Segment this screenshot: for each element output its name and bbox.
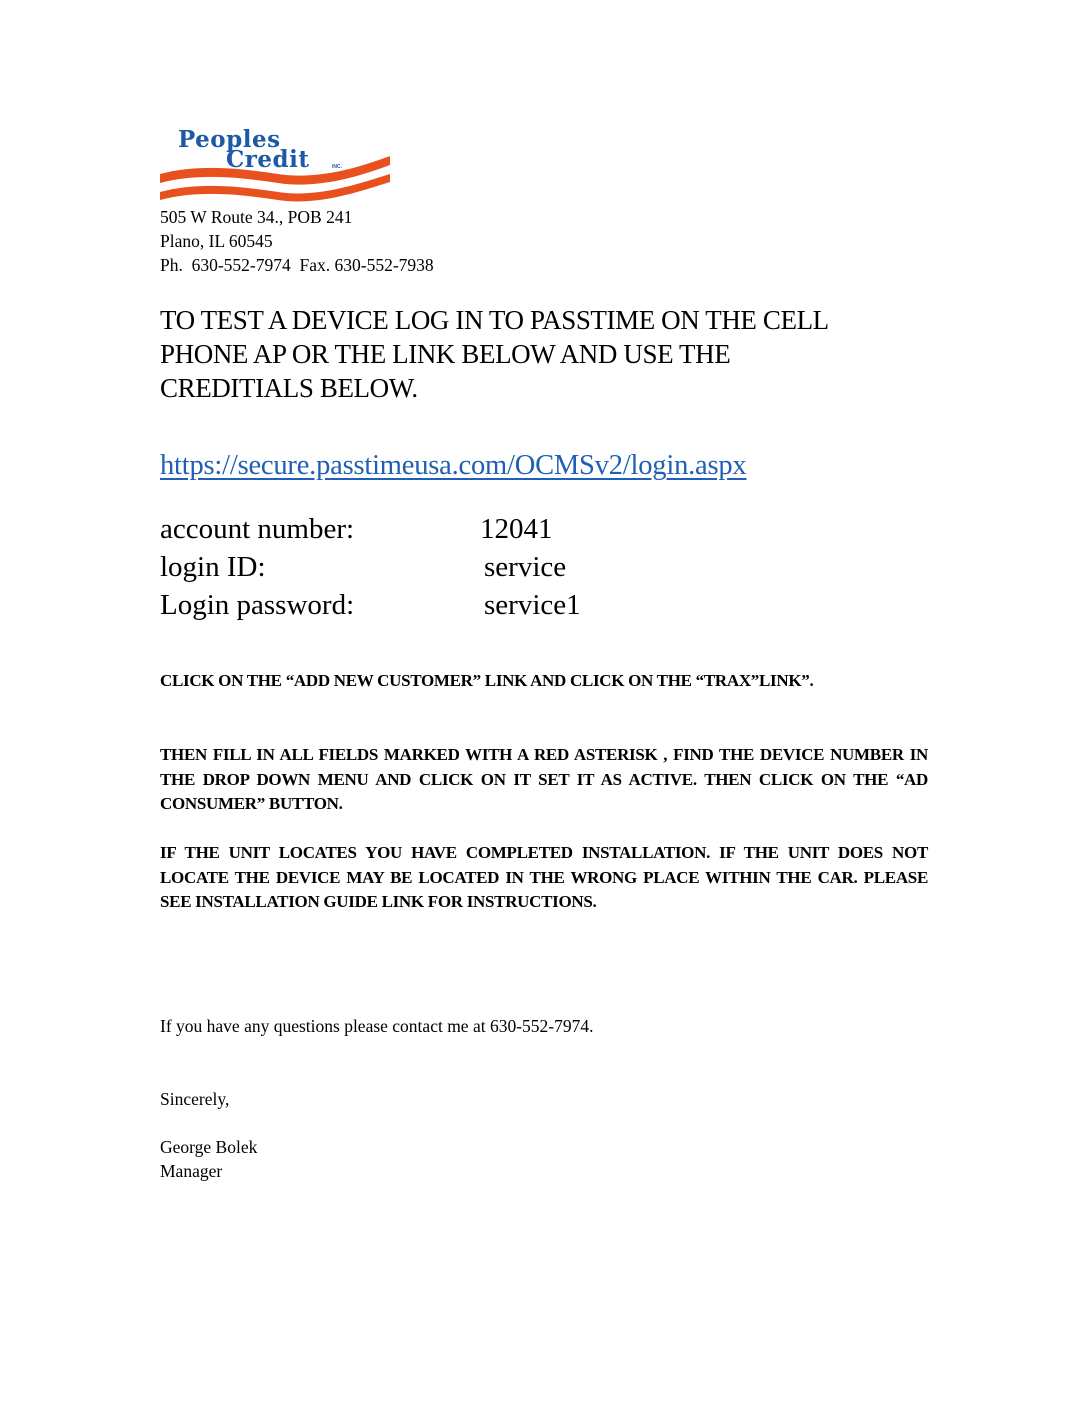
credential-value: service1	[484, 589, 581, 621]
company-logo	[158, 124, 394, 208]
address-phone-fax: Ph. 630-552-7974 Fax. 630-552-7938	[160, 255, 434, 275]
address-line-2: Plano, IL 60545	[160, 231, 273, 251]
credential-value: 12041	[480, 513, 553, 545]
text-run: ” LINK AND CLICK ON THE	[472, 671, 696, 690]
signoff: Sincerely,	[160, 1089, 230, 1109]
address-line-1: 505 W Route 34., POB 241	[160, 207, 353, 227]
logo-peoples: Peoples	[178, 126, 281, 153]
passtime-login-link[interactable]: https://secure.passtimeusa.com/OCMSv2/login.aspx	[160, 450, 747, 481]
text-run: CLICK ON THE	[160, 671, 286, 690]
heading-line: CREDITIALS BELOW.	[160, 373, 418, 403]
instruction-paragraph-3: IF THE UNIT LOCATES YOU HAVE COMPLETED INSTALLATION. IF THE UNIT DOES NOT LOCATE THE DEVICE MAY BE LOCATED IN THE WRONG PLACE WITHIN THE CAR. PLEASE SEE INSTALLATION GUIDE LINK FOR INSTRUCTIONS.	[160, 843, 928, 911]
text-run: ”.	[801, 671, 814, 690]
instruction-paragraph-2	[160, 743, 928, 817]
text-run: THEN FILL IN ALL FIELDS MARKED WITH A	[160, 745, 534, 764]
emphasis-add-new-customer: “ADD NEW CUSTOMER	[285, 671, 473, 690]
signer-title: Manager	[160, 1161, 223, 1181]
text-run: ” BUTTON.	[256, 794, 343, 813]
emphasis-trax-link: “TRAX”LINK	[695, 671, 802, 690]
logo-inc: INC.	[332, 164, 342, 170]
page-heading	[160, 303, 940, 405]
contact-line: If you have any questions please contact me at 630-552-7974.	[160, 1016, 594, 1036]
heading-line: PHONE AP OR THE LINK BELOW AND USE THE	[160, 339, 731, 369]
instruction-paragraph-1	[160, 669, 928, 694]
credential-value: service	[484, 551, 567, 583]
company-address	[160, 205, 434, 277]
logo-credit: Credit	[226, 146, 310, 173]
credential-label: Login password:	[160, 589, 355, 621]
text-run: , FIND THE DEVICE NUMBER IN THE DROP DOWN MENU AND CLICK ON IT SET IT AS ACTIVE. THEN CLICK ON THE	[160, 745, 928, 789]
signer-name: George Bolek	[160, 1137, 258, 1157]
credential-label: login ID:	[160, 551, 266, 583]
credential-label: account number:	[160, 513, 355, 545]
emphasis-red-asterisk: RED ASTERISK	[533, 745, 658, 764]
emphasis-ad-consumer: “AD CONSUMER	[160, 769, 928, 813]
heading-line: TO TEST A DEVICE LOG IN TO PASSTIME ON THE CELL	[160, 305, 829, 335]
